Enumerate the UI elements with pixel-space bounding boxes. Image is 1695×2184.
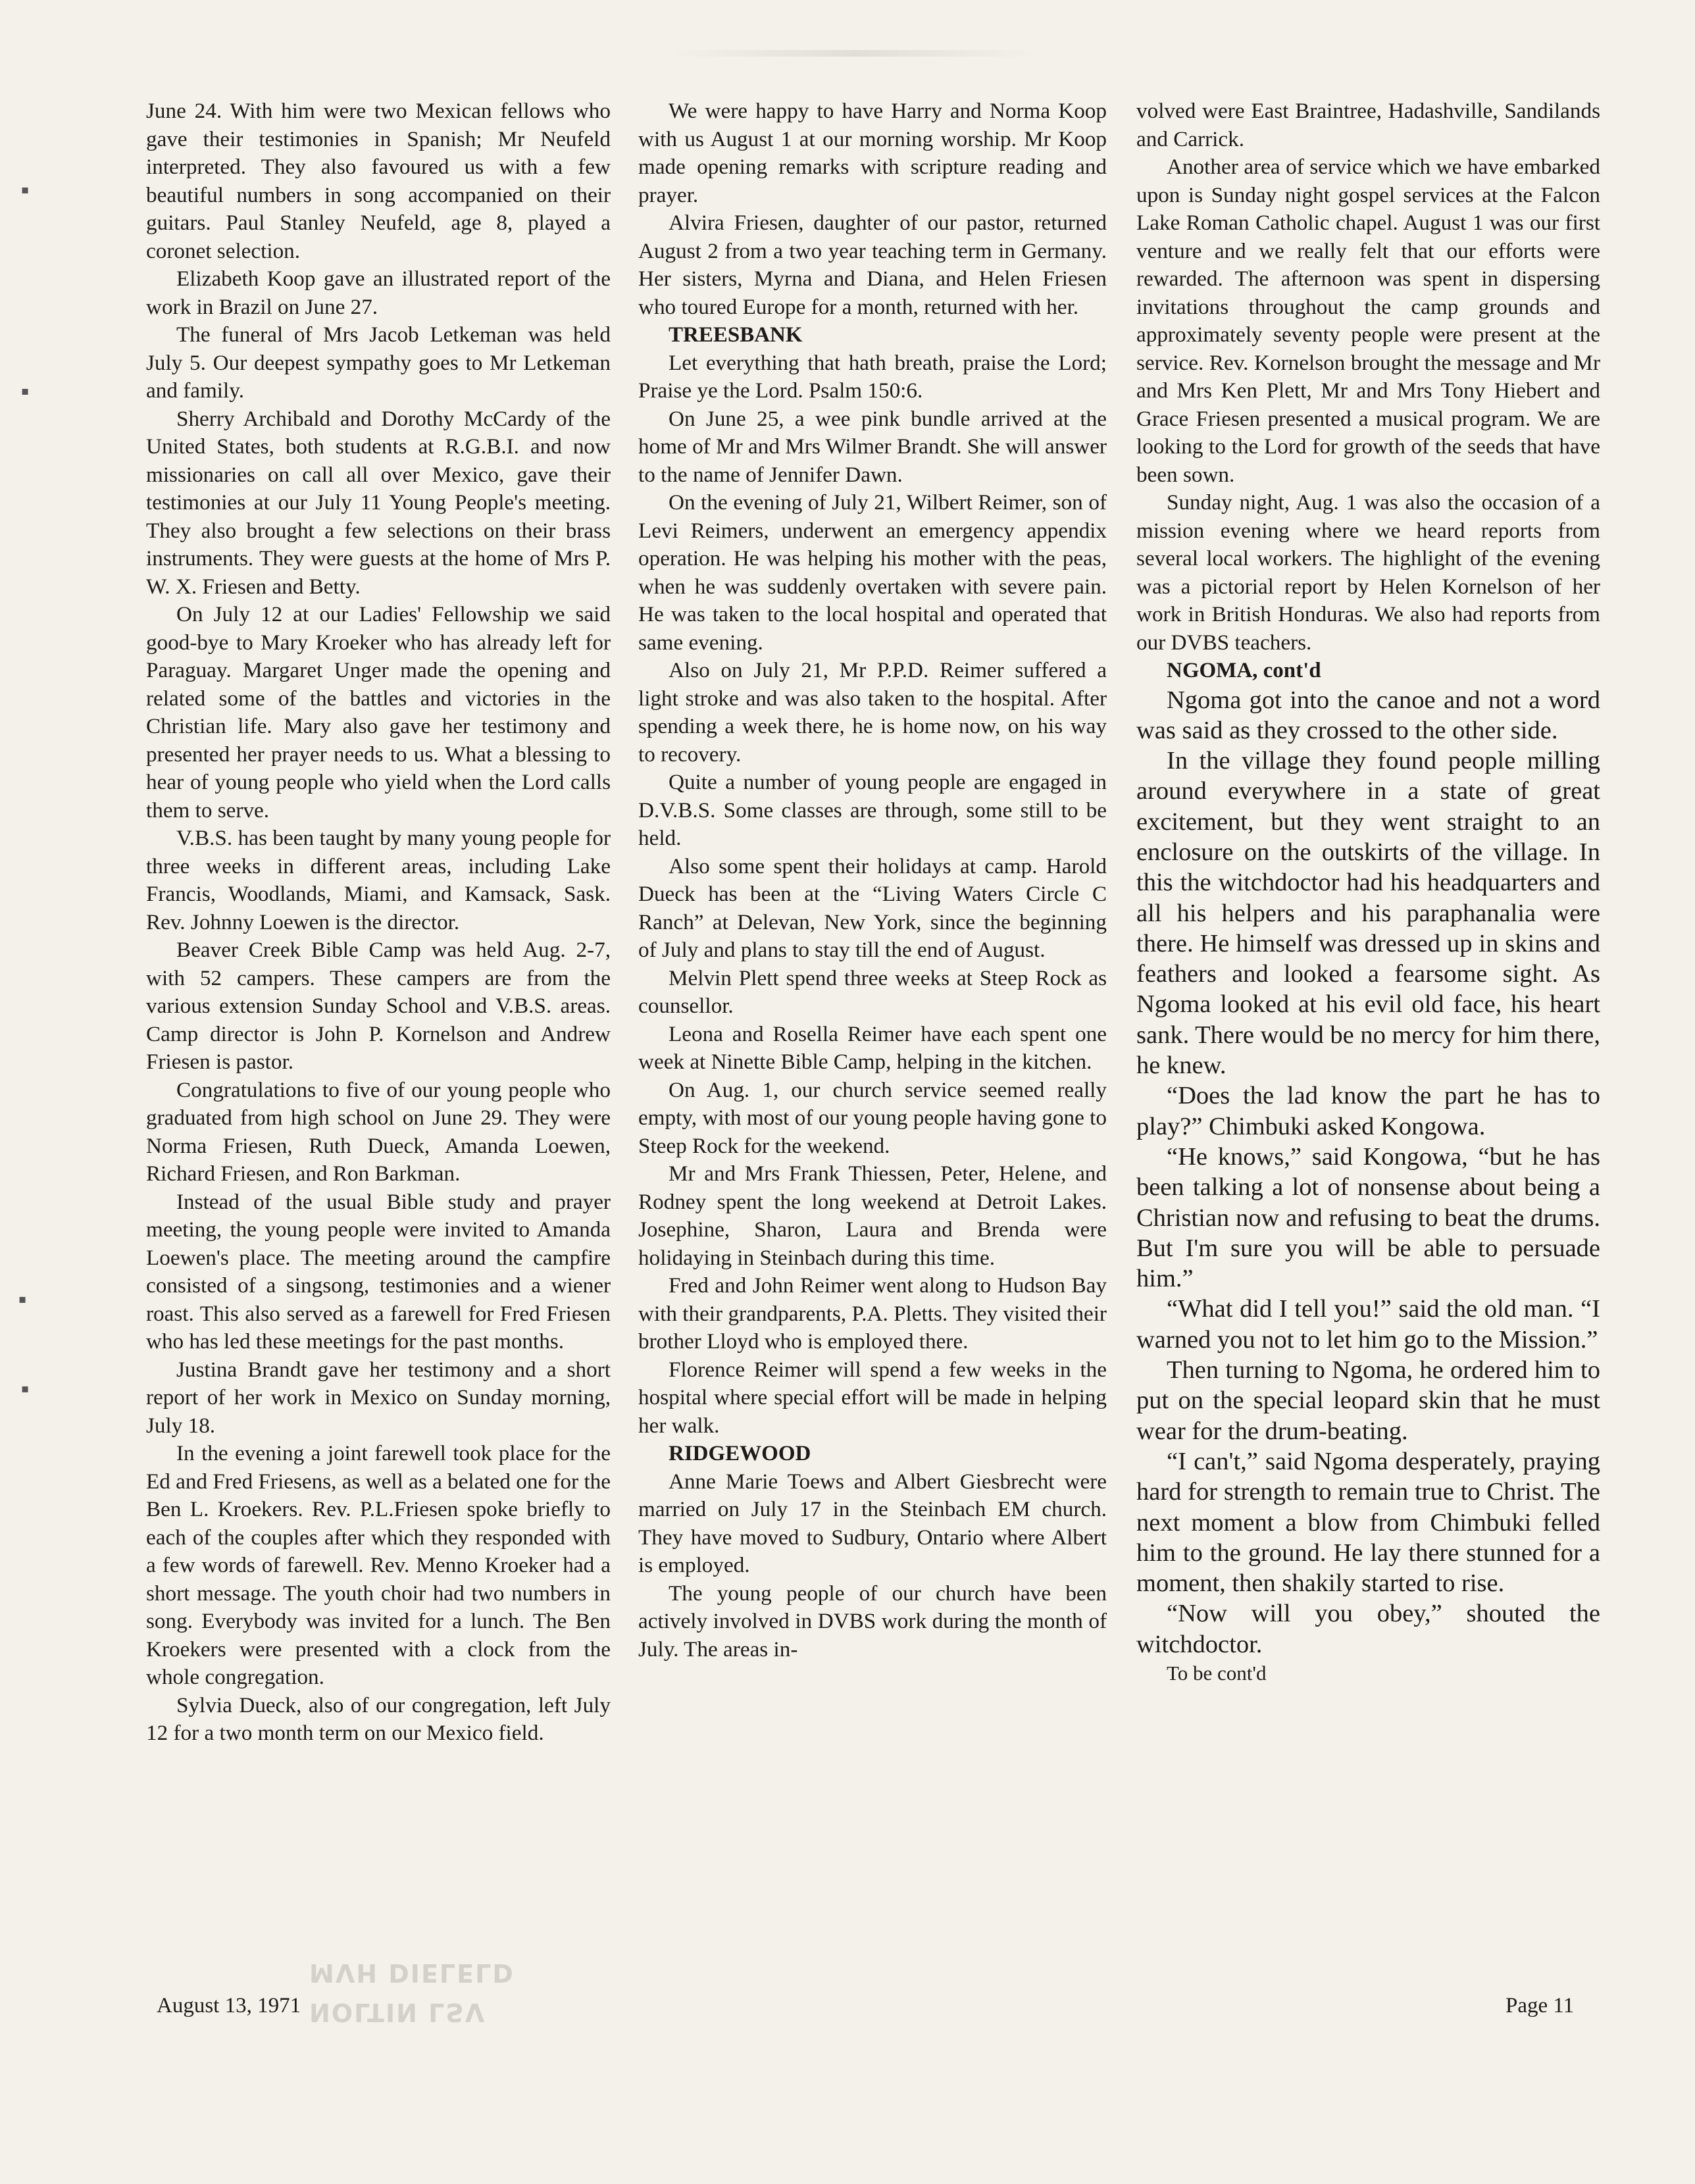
edge-mark: ▪ [21,1382,30,1396]
section-heading-ngoma: NGOMA, cont'd [1167,659,1321,682]
paragraph: Sylvia Dueck, also of our congregation, left July 12 for a two month term on our Mexico field. [146,1692,611,1745]
paragraph: On Aug. 1, our church service seemed really empty, with most of our young people having gone to Steep Rock for the weekend. [638,1077,1107,1158]
story-paragraph: “I can't,” said Ngoma desperately, praying hard for strength to remain true to Christ. The next moment a blow from Chimbuki felled him to the ground. He lay there stunned for a moment, then shakily started to rise. [1136,1447,1600,1598]
edge-mark: ▪ [21,384,30,398]
edge-mark: ▪ [21,183,30,197]
paragraph: Also some spent their holidays at camp. Harold Dueck has been at the “Living Waters Circle C Ranch” at Delevan, New York, since the beginning of July and plans to stay till the end of August. [638,853,1107,962]
section-heading-treesbank: TREESBANK [669,323,803,347]
paragraph: Beaver Creek Bible Camp was held Aug. 2-7, with 52 campers. These campers are from the various extension Sunday School and V.B.S. areas. Camp director is John P. Kornelson and Andrew Friesen is pastor. [146,938,611,1074]
paragraph: Alvira Friesen, daughter of our pastor, returned August 2 from a two year teaching term in Germany. Her sisters, Myrna and Diana, and Helen Friesen who toured Europe for a month, returned with her. [638,211,1107,319]
stamp-line: NOLTIN LSV [309,1998,486,2027]
paragraph: Melvin Plett spend three weeks at Steep Rock as counsellor. [638,965,1107,1018]
story-paragraph: Then turning to Ngoma, he ordered him to put on the special leopard skin that he must wear for the drum-beating. [1136,1356,1600,1445]
paragraph: Sherry Archibald and Dorothy McCardy of the United States, both students at R.G.B.I. and now missionaries on call all over Mexico, gave their testimonies at our July 11 Young People's meeting. They also brought a few selections on their brass instruments. They were guests at the home of Mrs P. W. X. Friesen and Betty. [146,406,611,599]
column-1 [146,97,611,1748]
paragraph: June 24. With him were two Mexican fellows who gave their testimonies in Spanish; Mr Neufeld interpreted. They also favoured us with a few beautiful numbers in song accompanied on their guitars. Paul Stanley Neufeld, age 8, played a coronet selection. [146,99,611,263]
paragraph: The funeral of Mrs Jacob Letkeman was held July 5. Our deepest sympathy goes to Mr Letkeman and family. [146,322,611,403]
paragraph: Fred and John Reimer went along to Hudson Bay with their grandparents, P.A. Pletts. They visited their brother Lloyd who is employed there. [638,1273,1107,1354]
paragraph: On July 12 at our Ladies' Fellowship we said good-bye to Mary Kroeker who has already left for Paraguay. Margaret Unger made the opening and related some of the battles and victories in the Christian life. Mary also gave her testimony and presented her prayer needs to us. What a blessing to hear of young people who yield when the Lord calls them to serve. [146,602,611,823]
paragraph: Florence Reimer will spend a few weeks in the hospital where special effort will be made in helping her walk. [638,1357,1107,1438]
story-paragraph: “Now will you obey,” shouted the witchdoctor. [1136,1600,1600,1658]
bleed-through-stamp [309,1953,515,2032]
paragraph: Another area of service which we have embarked upon is Sunday night gospel services at the Falcon Lake Roman Catholic chapel. August 1 was our first venture and we really felt that our efforts were rewarded. The afternoon was spent in dispersing invitations throughout the camp grounds and approximately seventy people were present at the service. Rev. Kornelson brought the message and Mr and Mrs Ken Plett, Mr and Mrs Tony Hiebert and Grace Friesen presented a musical program. We are looking to the Lord for growth of the seeds that have been sown. [1136,155,1600,487]
paragraph: The young people of our church have been actively involved in DVBS work during the month of July. The areas in- [638,1581,1107,1662]
issue-date: August 13, 1971 [157,1994,301,2018]
paragraph: On June 25, a wee pink bundle arrived at the home of Mr and Mrs Wilmer Brandt. She will answer to the name of Jennifer Dawn. [638,406,1107,487]
paragraph: Instead of the usual Bible study and prayer meeting, the young people were invited to Amanda Loewen's place. The meeting around the campfire consisted of a singsong, testimonies and a wiener roast. This also served as a farewell for Fred Friesen who has led these meetings for the past months. [146,1189,611,1354]
stamp-line: MVH DIELELD [309,1958,515,1987]
paragraph: Leona and Rosella Reimer have each spent one week at Ninette Bible Camp, helping in the kitchen. [638,1021,1107,1074]
story-paragraph: “What did I tell you!” said the old man. “I warned you not to let him go to the Mission.” [1136,1295,1600,1354]
paragraph: Sunday night, Aug. 1 was also the occasion of a mission evening where we heard reports from several local workers. The highlight of the evening was a pictorial report by Helen Kornelson of her work in British Honduras. We also had reports from our DVBS teachers. [1136,490,1600,655]
column-3 [1136,97,1600,1688]
to-be-continued: To be cont'd [1167,1662,1267,1685]
story-paragraph: In the village they found people milling around everywhere in a state of great excitement, but they went straight to an enclosure on the outskirts of the village. In this the witchdoctor had his headquarters and all his helpers and his paraphanalia were there. He himself was dressed up in skins and feathers and looked a fearsome sight. As Ngoma looked at his evil old face, his heart sank. There would be no mercy for him there, he knew. [1136,747,1600,1080]
edge-mark: ▪ [18,1292,27,1306]
paragraph: Elizabeth Koop gave an illustrated report of the work in Brazil on June 27. [146,267,611,319]
paragraph: Mr and Mrs Frank Thiessen, Peter, Helene, and Rodney spent the long weekend at Detroit Lakes. Josephine, Sharon, Laura and Brenda were holidaying in Steinbach during this time. [638,1161,1107,1270]
paragraph: Let everything that hath breath, praise the Lord; Praise ye the Lord. Psalm 150:6. [638,350,1107,403]
paragraph: Quite a number of young people are engaged in D.V.B.S. Some classes are through, some still to be held. [638,770,1107,850]
paragraph: Congratulations to five of our young people who graduated from high school on June 29. They were Norma Friesen, Ruth Dueck, Amanda Loewen, Richard Friesen, and Ron Barkman. [146,1077,611,1186]
scan-artifact [671,50,1040,57]
paragraph: Anne Marie Toews and Albert Giesbrecht were married on July 17 in the Steinbach EM church. They have moved to Sudbury, Ontario where Albert is employed. [638,1469,1107,1577]
paragraph: V.B.S. has been taught by many young people for three weeks in different areas, including Lake Francis, Woodlands, Miami, and Kamsack, Sask. Rev. Johnny Loewen is the director. [146,826,611,934]
paragraph: Justina Brandt gave her testimony and a short report of her work in Mexico on Sunday morning, July 18. [146,1357,611,1438]
paragraph: We were happy to have Harry and Norma Koop with us August 1 at our morning worship. Mr Koop made opening remarks with scripture reading and prayer. [638,99,1107,207]
paragraph: Also on July 21, Mr P.P.D. Reimer suffered a light stroke and was also taken to the hospital. After spending a week there, he is home now, on his way to recovery. [638,658,1107,767]
paragraph: On the evening of July 21, Wilbert Reimer, son of Levi Reimers, underwent an emergency appendix operation. He was helping his mother with the peas, when he was suddenly overtaken with severe pain. He was taken to the local hospital and operated that same evening. [638,490,1107,655]
column-2 [638,97,1107,1663]
page-number: Page 11 [1505,1994,1575,2018]
story-paragraph: “He knows,” said Kongowa, “but he has been talking a lot of nonsense about being a Christian now and refusing to beat the drums. But I'm sure you will be able to persuade him.” [1136,1142,1600,1293]
paragraph: In the evening a joint farewell took place for the Ed and Fred Friesens, as well as a belated one for the Ben L. Kroekers. Rev. P.L.Friesen spoke briefly to each of the couples after which they responded with a few words of farewell. Rev. Menno Kroeker had a short message. The youth choir had two numbers in song. Everybody was invited for a lunch. The Ben Kroekers were presented with a clock from the whole congregation. [146,1441,611,1689]
story-paragraph: Ngoma got into the canoe and not a word was said as they crossed to the other side. [1136,686,1600,744]
story-paragraph: “Does the lad know the part he has to play?” Chimbuki asked Kongowa. [1136,1082,1600,1140]
section-heading-ridgewood: RIDGEWOOD [669,1442,811,1465]
paragraph: volved were East Braintree, Hadashville, Sandilands and Carrick. [1136,99,1600,151]
